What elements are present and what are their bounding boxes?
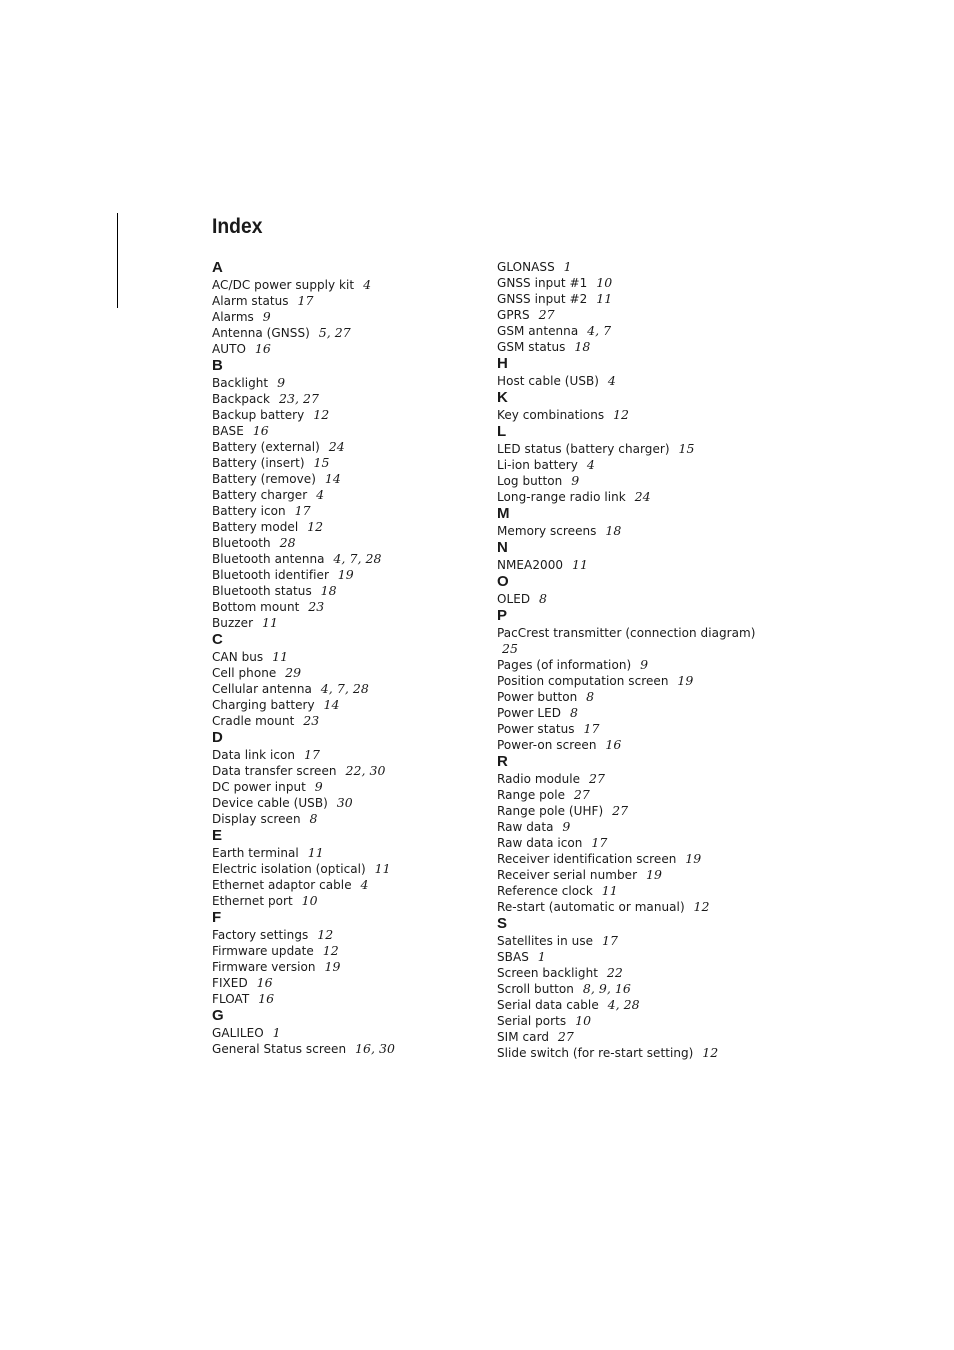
- index-page-ref: 4, 7: [587, 323, 612, 338]
- index-entry: [212, 407, 482, 423]
- index-term: Buzzer: [212, 616, 254, 630]
- index-entry: [497, 323, 767, 339]
- index-term: Bluetooth antenna: [212, 552, 325, 566]
- index-term: GSM antenna: [497, 324, 579, 338]
- index-page-ref: 29: [285, 665, 302, 680]
- index-term: Key combinations: [497, 408, 605, 422]
- index-page-ref: 28: [279, 535, 296, 550]
- index-page-ref: 4, 7, 28: [333, 551, 382, 566]
- index-page-ref: 1: [537, 949, 546, 964]
- index-entry: [497, 441, 767, 457]
- index-term: Battery charger: [212, 488, 308, 502]
- index-page-ref: 8: [309, 811, 318, 826]
- index-entry: [497, 981, 767, 997]
- index-entry: [212, 423, 482, 439]
- index-page-ref: 14: [323, 697, 340, 712]
- index-term: General Status screen: [212, 1042, 347, 1056]
- index-entry: [497, 1029, 767, 1045]
- index-term: Ethernet port: [212, 894, 293, 908]
- index-entry: [212, 1025, 482, 1041]
- index-page-ref: 5, 27: [318, 325, 351, 340]
- index-letter-heading: O: [497, 573, 509, 590]
- index-entry: [212, 615, 482, 631]
- index-term: Display screen: [212, 812, 301, 826]
- index-term: Reference clock: [497, 884, 593, 898]
- index-term: Range pole (UHF): [497, 804, 604, 818]
- index-term: Bluetooth identifier: [212, 568, 329, 582]
- index-page-ref: 16: [258, 991, 275, 1006]
- index-term: Antenna (GNSS): [212, 326, 310, 340]
- index-page-ref: 17: [601, 933, 618, 948]
- index-entry: [497, 1045, 767, 1061]
- index-term: Battery (external): [212, 440, 320, 454]
- index-term: Cradle mount: [212, 714, 295, 728]
- index-letter-heading: K: [497, 389, 508, 406]
- index-entry: [212, 293, 482, 309]
- margin-rule: [117, 213, 118, 308]
- index-entry: [497, 721, 767, 737]
- index-letter-heading: E: [212, 827, 223, 844]
- index-term: Backpack: [212, 392, 271, 406]
- index-page-ref: 4, 7, 28: [320, 681, 369, 696]
- index-page-ref: 17: [591, 835, 608, 850]
- index-entry: [212, 439, 482, 455]
- index-page-ref: 9: [562, 819, 571, 834]
- index-entry: [497, 835, 767, 851]
- index-term: Data transfer screen: [212, 764, 337, 778]
- index-entry: [212, 551, 482, 567]
- index-entry: [497, 625, 767, 657]
- index-page-ref: 27: [612, 803, 629, 818]
- index-term: Screen backlight: [497, 966, 598, 980]
- index-term: Charging battery: [212, 698, 315, 712]
- index-entry: [212, 471, 482, 487]
- index-term: GPRS: [497, 308, 530, 322]
- index-page-ref: 17: [303, 747, 320, 762]
- index-entry: [212, 535, 482, 551]
- index-entry: [212, 375, 482, 391]
- index-term: Firmware update: [212, 944, 314, 958]
- index-term: Log button: [497, 474, 563, 488]
- index-term: Factory settings: [212, 928, 309, 942]
- index-page-ref: 23: [303, 713, 320, 728]
- index-page-ref: 11: [571, 557, 588, 572]
- index-term: Power status: [497, 722, 575, 736]
- index-term: FIXED: [212, 976, 248, 990]
- index-letter-heading: B: [212, 357, 223, 374]
- index-entry: [497, 591, 767, 607]
- index-page-ref: 18: [320, 583, 337, 598]
- index-term: Data link icon: [212, 748, 296, 762]
- index-page-ref: 4, 28: [607, 997, 640, 1012]
- index-term: Firmware version: [212, 960, 316, 974]
- index-entry: [212, 1041, 482, 1057]
- index-entry: [212, 309, 482, 325]
- index-page-ref: 11: [601, 883, 618, 898]
- index-term: AC/DC power supply kit: [212, 278, 355, 292]
- index-term: Radio module: [497, 772, 581, 786]
- index-page-ref: 9: [277, 375, 286, 390]
- index-entry: [497, 673, 767, 689]
- index-term: Battery icon: [212, 504, 286, 518]
- index-entry: [212, 991, 482, 1007]
- index-page-ref: 16: [254, 341, 271, 356]
- index-page-ref: 9: [314, 779, 323, 794]
- index-entry: [212, 341, 482, 357]
- index-page-ref: 15: [313, 455, 330, 470]
- index-term: Device cable (USB): [212, 796, 328, 810]
- index-term: Ethernet adaptor cable: [212, 878, 352, 892]
- index-entry: [212, 975, 482, 991]
- index-term: Long-range radio link: [497, 490, 626, 504]
- index-page-ref: 8: [539, 591, 548, 606]
- index-entry: [212, 861, 482, 877]
- index-term: Power-on screen: [497, 738, 597, 752]
- index-entry: [212, 779, 482, 795]
- index-page-ref: 12: [317, 927, 334, 942]
- index-entry: [497, 557, 767, 573]
- index-page-ref: 19: [645, 867, 662, 882]
- index-letter-heading: G: [212, 1007, 224, 1024]
- index-page-ref: 8: [586, 689, 595, 704]
- index-entry: [497, 689, 767, 705]
- index-letter-heading: H: [497, 355, 508, 372]
- index-page-ref: 12: [322, 943, 339, 958]
- index-term: SBAS: [497, 950, 529, 964]
- index-entry: [212, 697, 482, 713]
- index-term: Battery (remove): [212, 472, 316, 486]
- index-term: Pages (of information): [497, 658, 632, 672]
- page-title: Index: [212, 215, 263, 238]
- index-term: Scroll button: [497, 982, 574, 996]
- index-term: OLED: [497, 592, 531, 606]
- index-term: SIM card: [497, 1030, 550, 1044]
- index-page-ref: 22: [606, 965, 623, 980]
- index-entry: [212, 959, 482, 975]
- index-page-ref: 19: [677, 673, 694, 688]
- index-page-ref: 23, 27: [278, 391, 319, 406]
- index-page-ref: 8, 9, 16: [582, 981, 631, 996]
- index-page-ref: 12: [702, 1045, 719, 1060]
- index-term: Receiver identification screen: [497, 852, 677, 866]
- index-letter-heading: F: [212, 909, 222, 926]
- index-entry: [212, 599, 482, 615]
- index-term: Battery (insert): [212, 456, 305, 470]
- index-term: Memory screens: [497, 524, 597, 538]
- index-page-ref: 4: [360, 877, 369, 892]
- index-entry: [212, 927, 482, 943]
- index-column-right: [497, 259, 767, 1061]
- index-entry: [212, 713, 482, 729]
- index-term: FLOAT: [212, 992, 250, 1006]
- index-entry: [212, 503, 482, 519]
- index-letter-heading: M: [497, 505, 510, 522]
- index-term: Li-ion battery: [497, 458, 578, 472]
- index-entry: [497, 259, 767, 275]
- index-letter-heading: C: [212, 631, 223, 648]
- index-term: Power LED: [497, 706, 562, 720]
- index-term: DC power input: [212, 780, 306, 794]
- index-page-ref: 16, 30: [354, 1041, 396, 1056]
- index-page-ref: 10: [596, 275, 613, 290]
- index-page-ref: 27: [588, 771, 605, 786]
- index-entry: [212, 943, 482, 959]
- index-entry: [497, 851, 767, 867]
- index-term: Host cable (USB): [497, 374, 600, 388]
- index-term: GLONASS: [497, 260, 555, 274]
- index-page-ref: 1: [272, 1025, 281, 1040]
- index-term: Alarm status: [212, 294, 289, 308]
- index-term: Position computation screen: [497, 674, 669, 688]
- index-page-ref: 4: [586, 457, 595, 472]
- index-entry: [212, 487, 482, 503]
- index-entry: [497, 291, 767, 307]
- index-page-ref: 14: [324, 471, 341, 486]
- index-term: Backup battery: [212, 408, 305, 422]
- index-page-ref: 12: [313, 407, 330, 422]
- index-entry: [212, 391, 482, 407]
- index-letter-heading: S: [497, 915, 508, 932]
- index-entry: [497, 523, 767, 539]
- index-page-ref: 24: [328, 439, 345, 454]
- index-term: Re-start (automatic or manual): [497, 900, 685, 914]
- index-page-ref: 16: [605, 737, 622, 752]
- index-entry: [212, 795, 482, 811]
- index-page-ref: 12: [613, 407, 630, 422]
- index-term: Serial data cable: [497, 998, 599, 1012]
- index-term: BASE: [212, 424, 244, 438]
- index-term: GALILEO: [212, 1026, 264, 1040]
- index-entry: [497, 949, 767, 965]
- index-entry: [497, 489, 767, 505]
- index-term: Bottom mount: [212, 600, 300, 614]
- index-entry: [212, 877, 482, 893]
- index-page-ref: 11: [261, 615, 278, 630]
- index-entry: [212, 763, 482, 779]
- index-term: Bluetooth: [212, 536, 271, 550]
- index-page-ref: 24: [634, 489, 651, 504]
- index-entry: [212, 583, 482, 599]
- index-letter-heading: D: [212, 729, 223, 746]
- index-letter-heading: R: [497, 753, 508, 770]
- index-page-ref: 4: [607, 373, 616, 388]
- index-term: Satellites in use: [497, 934, 594, 948]
- index-entry: [212, 893, 482, 909]
- index-term: Cellular antenna: [212, 682, 312, 696]
- index-letter-heading: L: [497, 423, 507, 440]
- index-entry: [212, 665, 482, 681]
- index-entry: [497, 737, 767, 753]
- index-entry: [497, 457, 767, 473]
- index-entry: [497, 803, 767, 819]
- index-page-ref: 17: [294, 503, 311, 518]
- index-page-ref: 11: [374, 861, 391, 876]
- index-page-ref: 4: [363, 277, 372, 292]
- index-term: NMEA2000: [497, 558, 564, 572]
- index-page-ref: 9: [262, 309, 271, 324]
- index-entry: [497, 657, 767, 673]
- index-term: PacCrest transmitter (connection diagram): [497, 626, 756, 640]
- index-entry: [212, 277, 482, 293]
- index-entry: [497, 705, 767, 721]
- index-page-ref: 16: [256, 975, 273, 990]
- index-entry: [212, 325, 482, 341]
- index-page-ref: 11: [307, 845, 324, 860]
- index-entry: [497, 339, 767, 355]
- index-term: GSM status: [497, 340, 566, 354]
- index-entry: [497, 373, 767, 389]
- index-term: Earth terminal: [212, 846, 299, 860]
- index-entry: [497, 275, 767, 291]
- index-term: LED status (battery charger): [497, 442, 670, 456]
- index-term: Raw data icon: [497, 836, 583, 850]
- index-page-ref: 9: [640, 657, 649, 672]
- index-term: Battery model: [212, 520, 299, 534]
- index-page-ref: 12: [307, 519, 324, 534]
- index-page-ref: 16: [252, 423, 269, 438]
- index-page-ref: 19: [685, 851, 702, 866]
- index-page-ref: 23: [308, 599, 325, 614]
- index-entry: [497, 407, 767, 423]
- index-page-ref: 11: [272, 649, 289, 664]
- index-term: GNSS input #1: [497, 276, 588, 290]
- index-entry: [212, 681, 482, 697]
- index-page-ref: 4: [316, 487, 325, 502]
- index-letter-heading: N: [497, 539, 508, 556]
- index-entry: [497, 965, 767, 981]
- index-entry: [212, 455, 482, 471]
- index-page-ref: 18: [574, 339, 591, 354]
- index-entry: [497, 867, 767, 883]
- index-entry: [212, 811, 482, 827]
- index-term: Bluetooth status: [212, 584, 312, 598]
- index-entry: [497, 883, 767, 899]
- index-entry: [212, 649, 482, 665]
- index-term: Power button: [497, 690, 578, 704]
- index-entry: [497, 899, 767, 915]
- index-term: Backlight: [212, 376, 269, 390]
- index-page-ref: 27: [573, 787, 590, 802]
- index-term: Cell phone: [212, 666, 277, 680]
- index-entry: [212, 567, 482, 583]
- index-term: Slide switch (for re-start setting): [497, 1046, 694, 1060]
- index-page-ref: 9: [571, 473, 580, 488]
- index-entry: [497, 307, 767, 323]
- index-term: Receiver serial number: [497, 868, 638, 882]
- index-page-ref: 17: [297, 293, 314, 308]
- index-page-ref: 1: [563, 259, 572, 274]
- index-page-ref: 19: [337, 567, 354, 582]
- index-page-ref: 15: [678, 441, 695, 456]
- index-entry: [497, 771, 767, 787]
- index-term: Raw data: [497, 820, 554, 834]
- index-entry: [497, 819, 767, 835]
- index-page-ref: 10: [301, 893, 318, 908]
- index-term: Serial ports: [497, 1014, 567, 1028]
- index-term: GNSS input #2: [497, 292, 588, 306]
- index-term: Range pole: [497, 788, 566, 802]
- index-page-ref: 17: [583, 721, 600, 736]
- index-entry: [497, 1013, 767, 1029]
- index-page-ref: 22, 30: [345, 763, 386, 778]
- index-letter-heading: A: [212, 259, 223, 276]
- index-entry: [212, 519, 482, 535]
- index-term: CAN bus: [212, 650, 264, 664]
- index-entry: [497, 997, 767, 1013]
- index-term: Electric isolation (optical): [212, 862, 366, 876]
- index-page-ref: 30: [336, 795, 353, 810]
- index-page-ref: 8: [569, 705, 578, 720]
- index-page-ref: 19: [324, 959, 341, 974]
- index-term: AUTO: [212, 342, 246, 356]
- index-term: Alarms: [212, 310, 254, 324]
- index-page-ref: 27: [538, 307, 555, 322]
- index-page-ref: 11: [596, 291, 613, 306]
- index-letter-heading: P: [497, 607, 508, 624]
- index-entry: [497, 933, 767, 949]
- index-entry: [497, 473, 767, 489]
- index-page-ref: 18: [605, 523, 622, 538]
- index-entry: [497, 787, 767, 803]
- index-page-ref: 10: [575, 1013, 592, 1028]
- index-page-ref: 25: [502, 641, 519, 656]
- index-entry: [212, 845, 482, 861]
- index-page-ref: 12: [693, 899, 710, 914]
- index-entry: [212, 747, 482, 763]
- index-page-ref: 27: [557, 1029, 574, 1044]
- index-column-left: [212, 259, 482, 1057]
